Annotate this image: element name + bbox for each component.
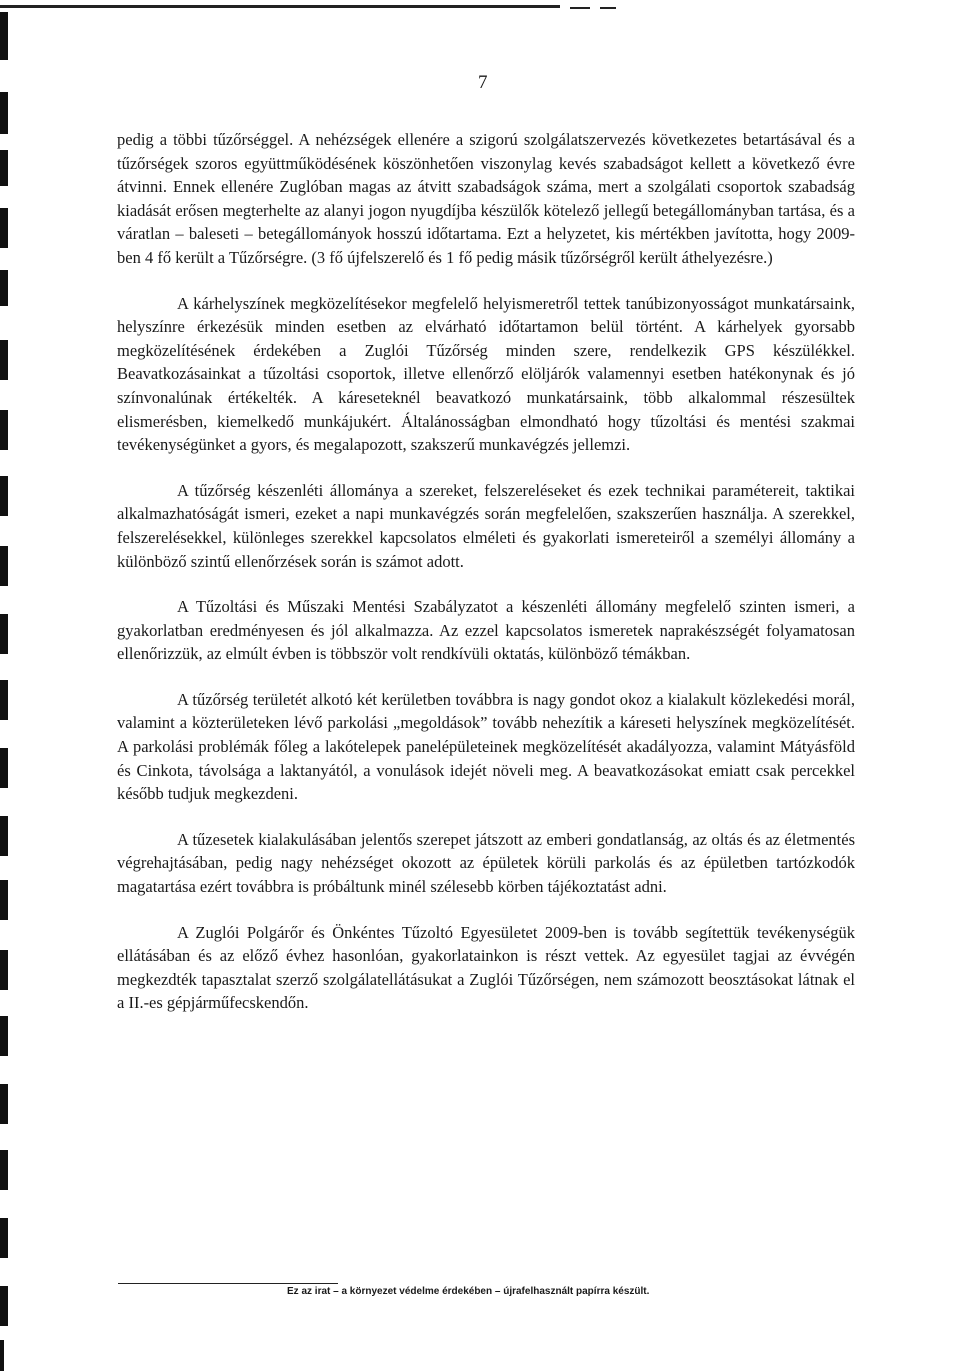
footer-rule (118, 1283, 338, 1284)
paragraph: A tűzőrség területét alkotó két kerületben továbbra is nagy gondot okoz a kialakult közlekedési morál, valamint a közterületeken lévő parkolási „megoldások” tovább nehezítik a káreseti helyszínek megközelítését. A parkolási problémák főleg a lakótelepek panelépületeinek megközelítését akadályozza, valamint Mátyásföld és Cinkota, távolsága a laktanyától, a vonulások idejét növeli meg. A beavatkozásokat emiatt csak percekkel később tudjuk megkezdeni. (117, 689, 855, 804)
binding-mark (0, 92, 8, 134)
binding-mark (0, 150, 8, 186)
binding-mark (0, 880, 8, 920)
binding-mark (0, 614, 8, 654)
document-body (117, 128, 855, 1015)
paragraph: A Zuglói Polgárőr és Önkéntes Tűzoltó Egyesületet 2009-ben is tovább segítettük tevékenységük ellátásában és az előző évhez hasonlóan, gyakorlatainkon is részt vettek. Az egyesület tagjai az évvégén megkezdték tapasztalat szerző szolgálatellátásukat a Zuglói Tűzőrségen, nem számozott beosztásokat látnak el a II.-es gépjárműfecskendőn. (117, 922, 855, 1013)
top-rule-dash (600, 7, 616, 9)
binding-mark (0, 1286, 8, 1326)
binding-mark (0, 1218, 8, 1258)
binding-mark (0, 816, 8, 856)
binding-mark (0, 950, 8, 990)
binding-mark (0, 12, 8, 60)
binding-mark (0, 476, 8, 516)
page-number: 7 (478, 72, 488, 93)
binding-mark (0, 340, 8, 380)
binding-mark (0, 1016, 8, 1056)
binding-mark (0, 410, 8, 450)
binding-mark (0, 1084, 8, 1124)
binding-mark (0, 546, 8, 586)
binding-mark (0, 1150, 8, 1190)
binding-mark (0, 680, 8, 720)
paragraph: A Tűzoltási és Műszaki Mentési Szabályzatot a készenléti állomány megfelelő szinten ismeri, a gyakorlatban eredményesen és jól alkalmazza. Az ezzel kapcsolatos ismeretek naprakészségét folyamatosan ellenőrizzük, az elmúlt évben is többször volt rendkívüli oktatás, különböző témákban. (117, 597, 855, 664)
footer-note: Ez az irat – a környezet védelme érdekében – újrafelhasznált papírra készült. (287, 1286, 650, 1297)
top-rule-dash (570, 7, 590, 9)
binding-mark (0, 270, 8, 306)
binding-mark (0, 748, 8, 788)
paragraph: A kárhelyszínek megközelítésekor megfelelő helyismeretről tettek tanúbizonyosságot munkatársaink, helyszínre érkezésük minden esetben az elvárható időtartamon belül történt. A kárhelyek gyorsabb megközelítésének érdekében a Zuglói Tűzőrség minden szere, rendelkezik GPS készülékkel. Beavatkozásainkat a tűzoltási csoportok, illetve ellenőrző elöljárók valamennyi esetben hatékonynak és jó színvonalúnak értékelték. A káreseteknél beavatkozó munkatársaink, több alkalommal részesültek elismerésben, kiemelkedő munkájukért. Általánosságban elmondható hogy tűzoltási és mentési szakmai tevékenységünket a gyors, és megalapozott, szakszerű munkavégzés jellemzi. (117, 293, 855, 455)
binding-mark (0, 208, 8, 248)
binding-mark (0, 1340, 4, 1371)
top-rule (0, 5, 560, 8)
paragraph: pedig a többi tűzőrséggel. A nehézségek ellenére a szigorú szolgálatszervezés következetes betartásával és a tűzőrségek szoros együttműködésének köszönhetően viszonylag kevés szabadságot kellett a következő évre átvinni. Ennek ellenére Zuglóban magas az átvitt szabadságok száma, mert a szolgálati csoportok szabadság kiadását erősen megterhelte az alanyi jogon nyugdíjba készülők kötelező jellegű betegállományban tartása, és a váratlan – baleseti – betegállományok hosszú időtartama. Ezt a helyzetet, kis mértékben javította, hogy 2009-ben 4 fő került a Tűzőrségre. (3 fő újfelszerelő és 1 fő pedig másik tűzőrségről került áthelyezésre.) (117, 130, 855, 267)
paragraph: A tűzőrség készenléti állománya a szereket, felszereléseket és ezek technikai paramétereit, taktikai alkalmazhatóságát ismeri, ezeket a napi munkavégzés során megfelelően, szakszerűen használja. A szerekkel, felszerelésekkel, különleges szerekkel kapcsolatos elméleti és gyakorlati ismereteiről a személyi állomány a különböző szintű ellenőrzések során is számot adott. (117, 480, 855, 571)
paragraph: A tűzesetek kialakulásában jelentős szerepet játszott az emberi gondatlanság, az oltás és az életmentés végrehajtásában, pedig nagy nehézséget okozott az épületek körüli parkolás és az épületben tartózkodók magatartása ezért továbbra is próbáltunk minél szélesebb körben tájékoztatást adni. (117, 829, 855, 897)
